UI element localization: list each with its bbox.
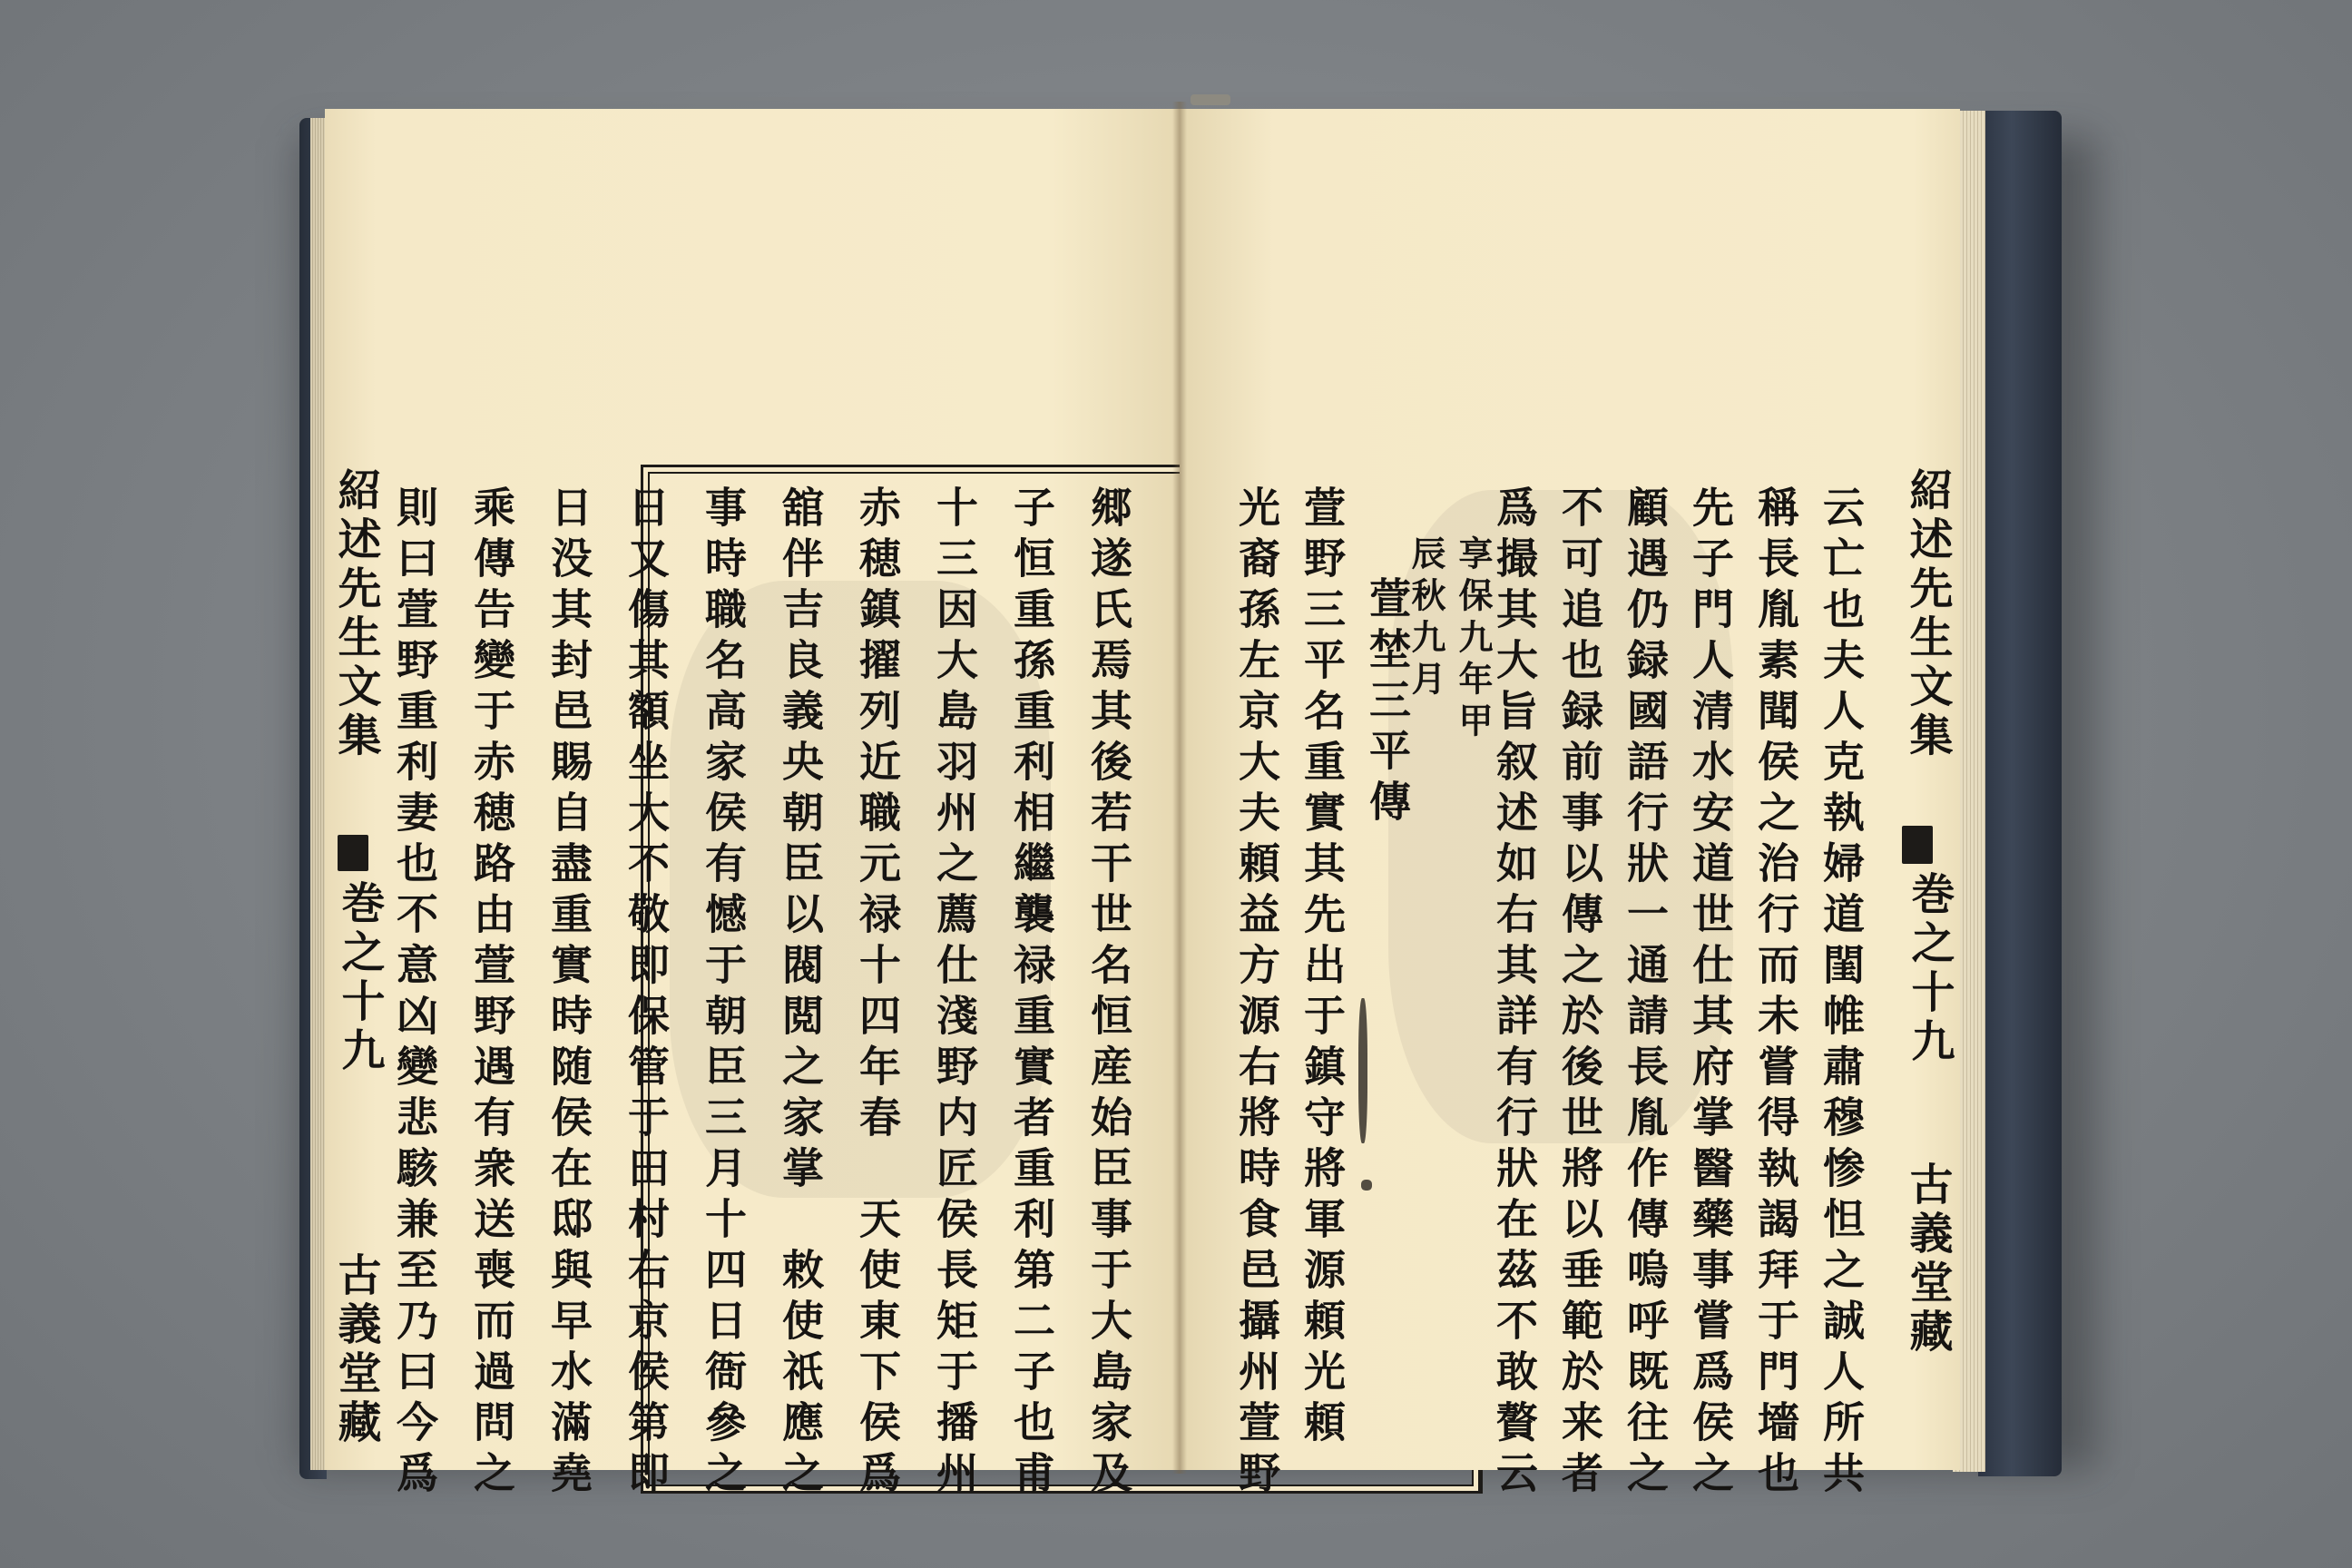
left-col-1: 郷遂氏焉其後若干世名恒産始臣事于大島家及: [1084, 485, 1133, 1502]
right-header-publisher: 古義堂藏: [1902, 1161, 1953, 1357]
left-col-4: 赤穂鎮擢列近職元禄十四年春 天使東下侯爲: [853, 485, 902, 1502]
ink-stroke-mark: [1358, 998, 1367, 1143]
right-page: [1180, 109, 1960, 1502]
left-col-2: 子恒重孫重利相繼襲禄重實者重利第二子也甫: [1007, 485, 1056, 1502]
right-date-line-1: 享保九年甲: [1453, 535, 1494, 744]
right-date-line-2: 辰秋九月: [1406, 535, 1446, 702]
left-col-7: 日又傷其額坐大不敬即保管于田村右京侯第即: [622, 485, 671, 1502]
right-section-title: 萱埜三平傳: [1363, 576, 1412, 830]
fish-tail-mark: [338, 835, 368, 871]
binding-thread: [1191, 94, 1230, 105]
right-header-volume: 巻之十九: [1904, 871, 1955, 1067]
right-col-11: 光裔孫左京大夫頼益方源右將時食邑攝州萱野: [1232, 485, 1281, 1502]
left-header-title: 紹述先生文集: [330, 467, 381, 761]
fish-tail-mark: [1902, 826, 1933, 864]
left-col-6: 事時職名高家侯有憾于朝臣三月十四日衙參之: [699, 485, 748, 1502]
right-col-10: 萱野三平名重實其先出于鎮守將軍源頼光頼: [1298, 485, 1347, 1451]
left-col-10: 則曰萱野重利妻也不意凶變悲駭兼至乃曰今爲: [390, 485, 439, 1502]
ink-dot-mark: [1361, 1180, 1372, 1191]
right-col-1: 云亡也夫人克執婦道閨帷肅穆惨怛之誠人所共: [1817, 485, 1866, 1502]
right-col-5: 不可追也録前事以傳之於後世將以垂範於来者: [1555, 485, 1604, 1502]
left-header-volume: 巻之十九: [334, 880, 385, 1076]
left-col-3: 十三因大島羽州之薦仕淺野内匠侯長矩于播州: [930, 485, 979, 1502]
right-col-3: 先子門人清水安道世仕其府掌醫藥事嘗爲侯之: [1686, 485, 1735, 1502]
right-col-2: 稱長胤素聞侯之治行而未嘗得執謁拜于門墻也: [1751, 485, 1800, 1502]
left-col-8: 日没其封邑賜自盡重實時随侯在邸與早水滿堯: [544, 485, 593, 1502]
back-cover-right: [1978, 111, 2062, 1476]
binding-gutter: [1172, 102, 1187, 1474]
left-col-9: 乘傳告變于赤穂路由萱野遇有衆送喪而過問之: [467, 485, 516, 1502]
right-header-title: 紹述先生文集: [1902, 467, 1953, 761]
left-page: [325, 109, 1180, 1502]
right-col-6: 爲撮其大旨叙述如右其詳有行狀在茲不敢贅云: [1490, 485, 1539, 1502]
right-col-4: 顧遇仍録國語行狀一通請長胤作傳嗚呼既往之: [1621, 485, 1670, 1502]
left-header-publisher: 古義堂藏: [330, 1252, 381, 1448]
left-col-5: 舘伴吉良義央朝臣以閥閲之家掌 敕使祇應之: [776, 485, 825, 1502]
